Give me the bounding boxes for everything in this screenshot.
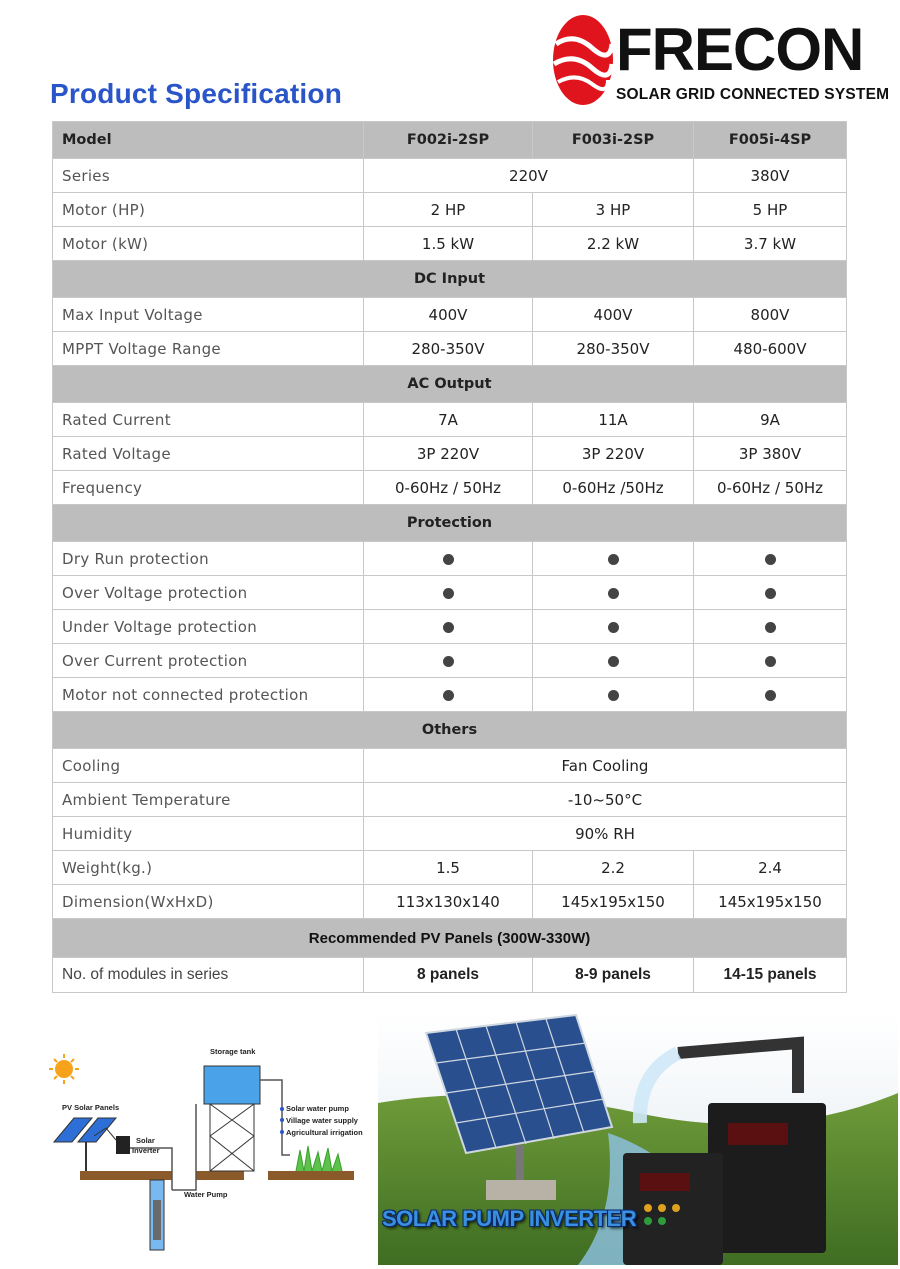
cell: 380V [694,159,847,193]
cell: 90% RH [364,817,847,851]
section-title: Recommended PV Panels (300W-330W) [53,919,847,958]
cell: Fan Cooling [364,749,847,783]
row-label: Rated Current [53,403,364,437]
cell: 11A [533,403,694,437]
cell: 0-60Hz / 50Hz [364,471,533,505]
cell: 113x130x140 [364,885,533,919]
row-label: MPPT Voltage Range [53,332,364,366]
table-row [53,958,847,993]
row-label: Over Current protection [53,644,364,678]
cell: 5 HP [694,193,847,227]
pv-panels-label: PV Solar Panels [62,1103,120,1112]
cell: 280-350V [364,332,533,366]
supported-dot-icon [608,554,619,565]
model-name: F002i-2SP [364,122,533,159]
row-label: Motor (HP) [53,193,364,227]
cell: 280-350V [533,332,694,366]
page-title: Product Specification [50,78,343,109]
brand-tagline: SOLAR GRID CONNECTED SYSTEM [616,86,890,103]
row-label: Frequency [53,471,364,505]
table-row [53,678,847,712]
use-label: Agricultural irrigation [286,1128,363,1137]
supported-dot-icon [608,690,619,701]
row-label: Cooling [53,749,364,783]
brand-logo [552,14,890,110]
cell: 145x195x150 [694,885,847,919]
supported-dot-icon [765,622,776,633]
table-row [53,749,847,783]
table-row [53,783,847,817]
section-header [53,261,847,298]
cell: 480-600V [694,332,847,366]
row-label: Dry Run protection [53,542,364,576]
supported-dot-icon [608,622,619,633]
section-header [53,505,847,542]
cell: 1.5 kW [364,227,533,261]
spec-table [52,121,847,993]
table-row [53,644,847,678]
table-row [53,817,847,851]
row-label: Motor not connected protection [53,678,364,712]
row-label: Series [53,159,364,193]
cell: 2.2 kW [533,227,694,261]
use-label: Solar water pump [286,1104,349,1113]
cell: 8 panels [364,958,533,993]
table-row [53,885,847,919]
supported-dot-icon [443,622,454,633]
cell: 1.5 [364,851,533,885]
supported-dot-icon [608,656,619,667]
model-name: F005i-4SP [694,122,847,159]
table-row [53,227,847,261]
table-row [53,471,847,505]
inverter-label: Inverter [132,1146,160,1155]
section-title: Protection [53,505,847,542]
row-label: Rated Voltage [53,437,364,471]
photo-banner: SOLAR PUMP INVERTER [382,1206,637,1231]
cell: 3.7 kW [694,227,847,261]
cell: 0-60Hz / 50Hz [694,471,847,505]
row-label: Over Voltage protection [53,576,364,610]
row-label: Under Voltage protection [53,610,364,644]
supported-dot-icon [765,554,776,565]
cell: 3P 220V [364,437,533,471]
model-label: Model [53,122,364,159]
cell: 9A [694,403,847,437]
table-row [53,403,847,437]
storage-tank-label: Storage tank [210,1047,256,1056]
section-title: AC Output [53,366,847,403]
table-row [53,576,847,610]
table-row [53,851,847,885]
table-row [53,159,847,193]
row-label: Max Input Voltage [53,298,364,332]
cell: 0-60Hz /50Hz [533,471,694,505]
cell: 3 HP [533,193,694,227]
cell: 400V [364,298,533,332]
cell: 400V [533,298,694,332]
cell: 220V [364,159,694,193]
section-header [53,712,847,749]
supported-dot-icon [765,656,776,667]
section-header [53,919,847,958]
cell: 145x195x150 [533,885,694,919]
row-label: Ambient Temperature [53,783,364,817]
solar-pump-diagram-illustration [46,1040,376,1254]
row-label: Dimension(WxHxD) [53,885,364,919]
row-label: Motor (kW) [53,227,364,261]
row-label: Weight(kg.) [53,851,364,885]
model-name: F003i-2SP [533,122,694,159]
use-label: Village water supply [286,1116,358,1125]
supported-dot-icon [608,588,619,599]
section-header [53,366,847,403]
supported-dot-icon [765,588,776,599]
section-title: DC Input [53,261,847,298]
table-row [53,437,847,471]
supported-dot-icon [443,554,454,565]
cell: 2.4 [694,851,847,885]
table-header-row [53,122,847,159]
cell: 3P 220V [533,437,694,471]
row-label: No. of modules in series [53,958,364,993]
table-row [53,610,847,644]
cell: 8-9 panels [533,958,694,993]
table-row [53,542,847,576]
table-row [53,193,847,227]
frecon-swirl-icon [552,14,614,106]
inverter-label: Solar [136,1136,155,1145]
cell: 3P 380V [694,437,847,471]
section-title: Others [53,712,847,749]
cell: 2.2 [533,851,694,885]
supported-dot-icon [765,690,776,701]
cell: 2 HP [364,193,533,227]
supported-dot-icon [443,588,454,599]
cell: 7A [364,403,533,437]
row-label: Humidity [53,817,364,851]
water-pump-label: Water Pump [184,1190,228,1199]
supported-dot-icon [443,690,454,701]
cell: 14-15 panels [694,958,847,993]
table-row [53,298,847,332]
cell: 800V [694,298,847,332]
system-diagram [46,1040,376,1254]
brand-name: FRECON [616,16,864,83]
cell: -10~50°C [364,783,847,817]
table-row [53,332,847,366]
supported-dot-icon [443,656,454,667]
